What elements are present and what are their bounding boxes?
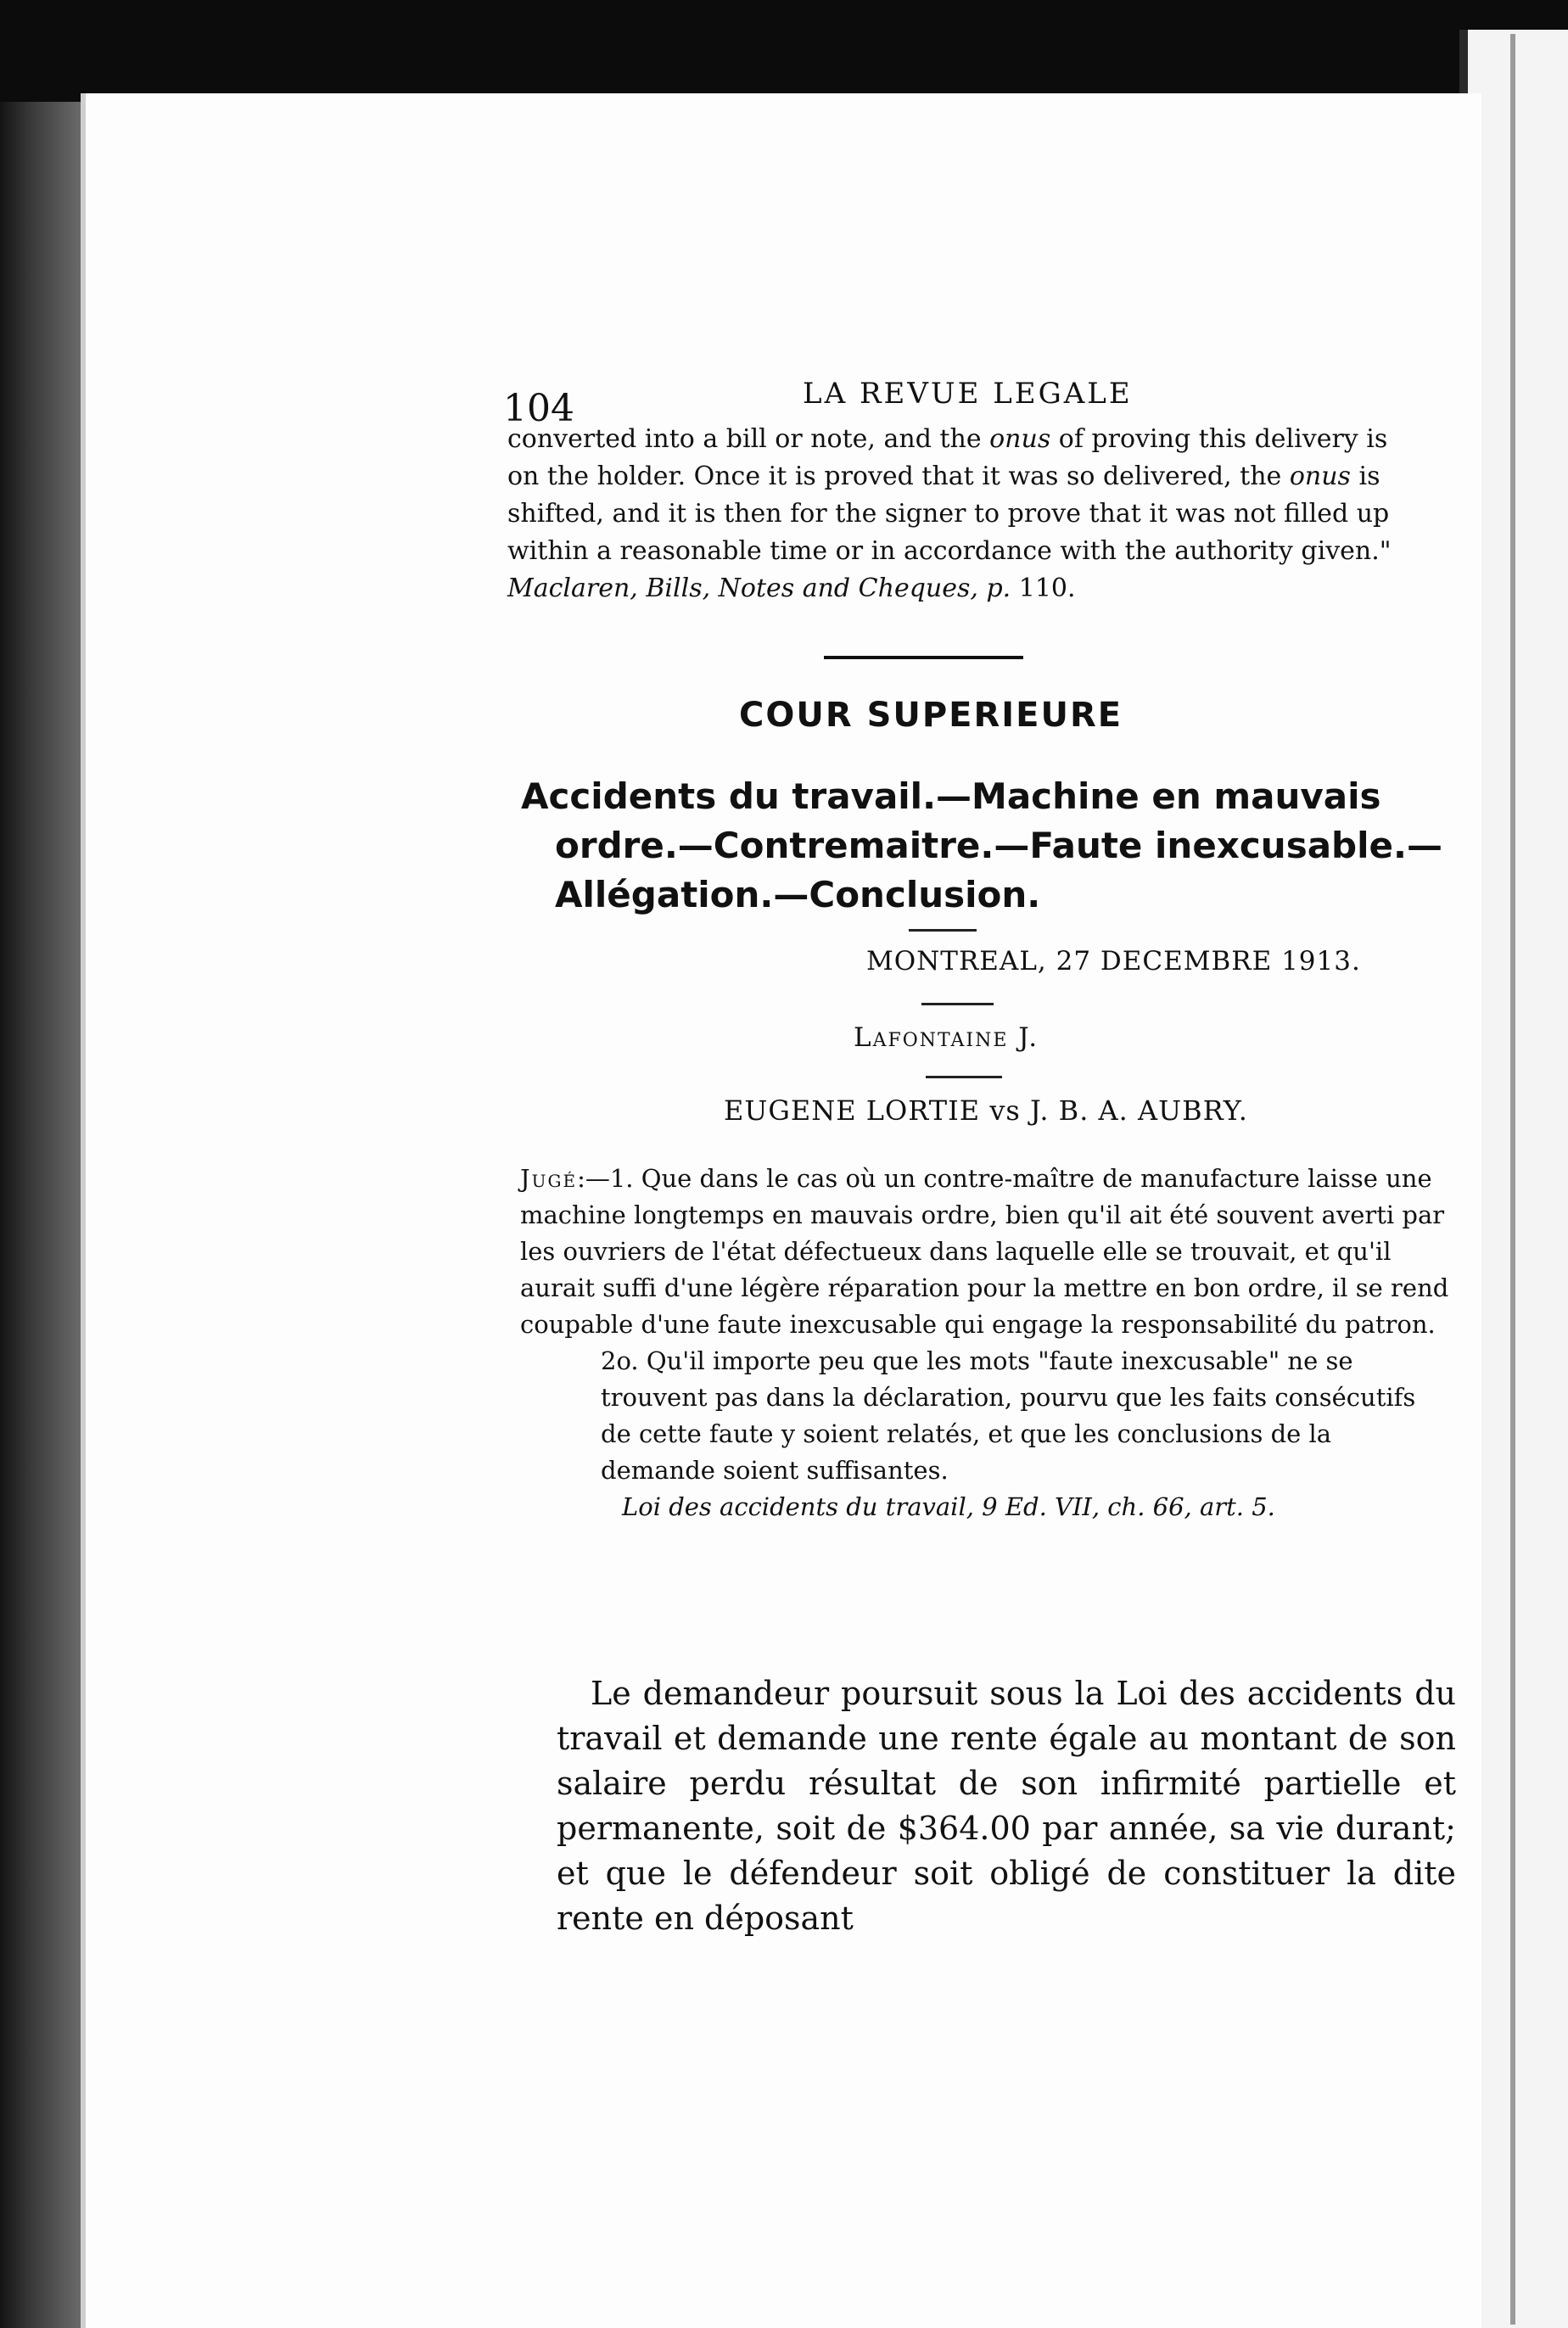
judge-name: Lafontaine J. [854,1022,1039,1053]
quote-text-2: of proving this delivery is on the holder. Once it is proved that it was so delivered, the [507,424,1388,491]
book-page [81,93,1481,2328]
case-heading-line-1: Accidents du travail.—Machine en mauvais [521,775,1381,817]
continued-paragraph [507,421,1407,607]
quote-text-1: converted into a bill or note, and the [507,424,982,454]
holding-summary [520,1161,1453,1525]
court-title: COUR SUPERIEURE [739,696,1123,735]
judgment-paragraph: Le demandeur poursuit sous la Loi des accidents du travail et demande une rente égale au montant de son salaire perdu résultat de son infirmité partielle et permanente, soit de $364.00 par année, sa vie durant; et que le défendeur soit obligé de constituer la dite rente en déposant [557,1675,1456,1937]
onus-term-1: onus [989,424,1051,454]
scan-top-border [0,0,1568,102]
holding-label: Jugé [520,1164,578,1193]
quote-citation: Maclaren, Bills, Notes and Cheques, p. [507,574,1011,603]
facing-page-fold [1510,34,1515,2325]
section-rule [824,656,1023,659]
onus-term-2: onus [1289,462,1351,491]
place-date: MONTREAL, 27 DECEMBRE 1913. [866,946,1361,977]
divider-rule-3 [926,1076,1002,1078]
page-number: 104 [503,387,574,430]
scan-left-edge [0,102,81,2328]
case-heading-line-2: ordre.—Contremaitre.—Faute inexcusable.— [555,825,1442,866]
quote-text-3: is shifted, and it is then for the signer to prove that it was not filled up within a reasonable time or in accordance with the authority given." [507,462,1392,566]
divider-rule-1 [909,929,977,932]
holding-citation: Loi des accidents du travail, 9 Ed. VII, ch. 66, art. 5. [622,1492,1275,1521]
divider-rule-2 [921,1003,994,1005]
quote-citation-page: 110. [1018,574,1076,603]
holding-item-1: :—1. Que dans le cas où un contre-maître de manufacture laisse une machine longtemps en mauvais ordre, bien qu'il ait été souvent averti par les ouvriers de l'état défectueux dans laquelle elle se trouvait, et qu'il aurait suffi d'une légère réparation pour la mettre en bon ordre, il se rend coupable d'une faute inexcusable qui engage la responsabilité du patron. [520,1164,1449,1339]
case-heading-line-3: Allégation.—Conclusion. [555,874,1041,915]
case-heading [521,772,1454,920]
running-head: LA REVUE LEGALE [803,377,1133,411]
holding-item-2: 2o. Qu'il importe peu que les mots "faute inexcusable" ne se trouvent pas dans la déclaration, pourvu que les faits consécutifs de cette faute y soient relatés, et que les conclusions de la demande soient suffisantes. [601,1346,1416,1485]
judgment-body [557,1671,1456,1941]
case-parties: EUGENE LORTIE vs J. B. A. AUBRY. [724,1094,1248,1127]
